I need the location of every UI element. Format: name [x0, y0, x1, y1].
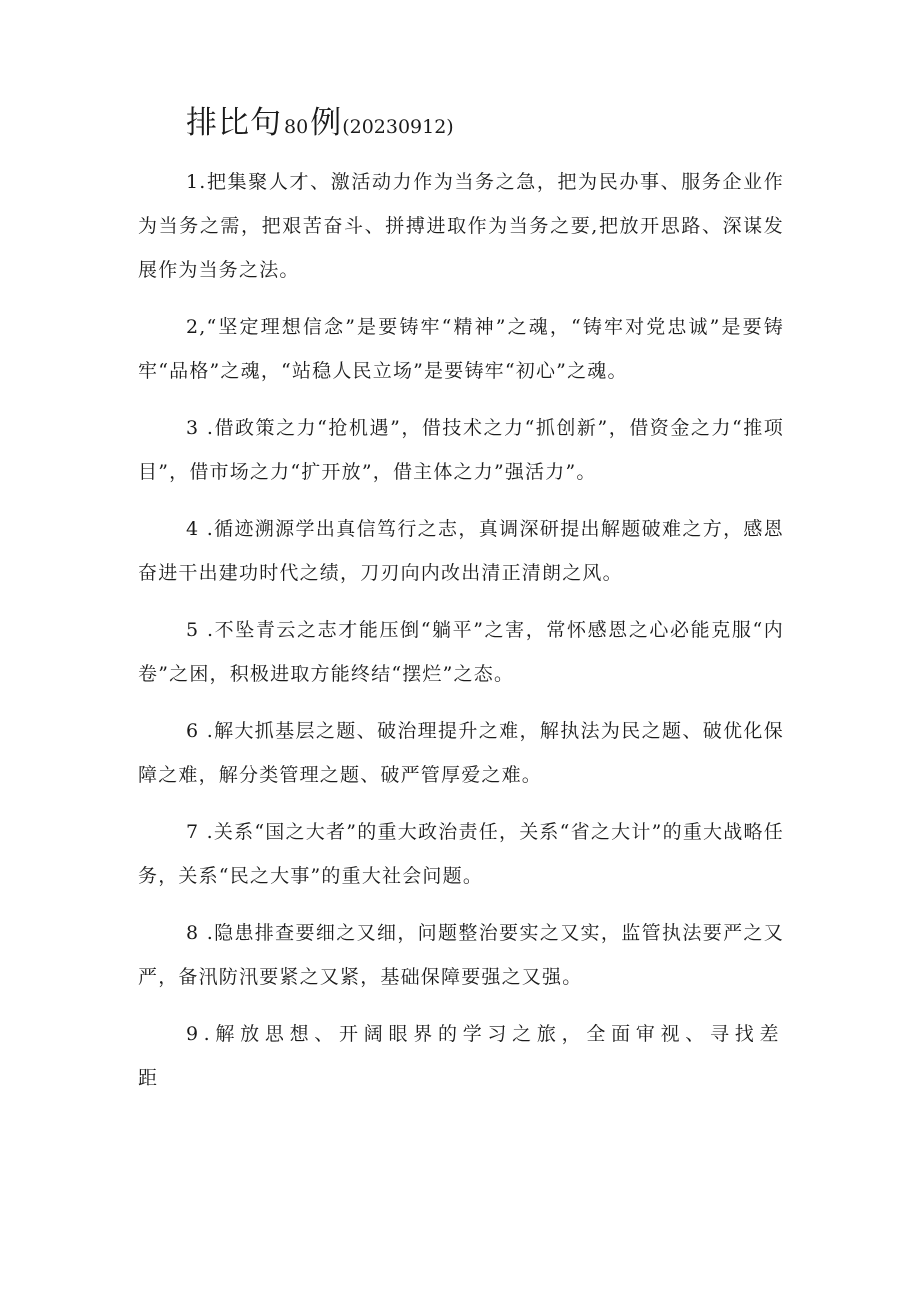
title-number: 80 — [284, 116, 309, 138]
paragraph-number: 9 — [186, 1023, 204, 1045]
paragraph-text: 把集聚人才、激活动力作为当务之急，把为民办事、服务企业作为当务之需，把艰苦奋斗、拼搏进取作为当务之要,把放开思路、深谋发展作为当务之法。 — [138, 171, 784, 281]
paragraph-5 — [138, 608, 784, 696]
document-title — [186, 105, 454, 141]
paragraph-number: 7 — [186, 821, 200, 843]
paragraph-7 — [138, 810, 784, 898]
paragraph-text: .关系“国之大者”的重大政治责任，关系“省之大计”的重大战略任务，关系“民之大事”的重大社会问题。 — [138, 821, 784, 887]
paragraph-text: .解大抓基层之题、破治理提升之难，解执法为民之题、破优化保障之难，解分类管理之题、破严管厚爱之难。 — [138, 720, 784, 786]
paragraph-3 — [138, 406, 784, 494]
paragraph-text: “坚定理想信念”是要铸牢“精神”之魂，“铸牢对党忠诚”是要铸牢“品格”之魂，“站稳人民立场”是要铸牢“初心”之魂。 — [138, 316, 784, 382]
title-main-2: 例 — [310, 105, 343, 141]
paragraph-text: .不坠青云之志才能压倒“躺平”之害，常怀感恩之心必能克服“内卷”之困，积极进取方能终结“摆烂”之态。 — [138, 619, 784, 685]
paragraph-number: 3 — [186, 417, 200, 439]
paragraph-text: .解放思想、开阔眼界的学习之旅，全面审视、寻找差距 — [138, 1023, 784, 1089]
paragraph-number: 4 — [186, 518, 200, 540]
title-main-1: 排比句 — [186, 105, 282, 141]
paragraph-number: 2, — [186, 316, 207, 338]
paragraph-number: 1. — [186, 171, 207, 193]
paragraph-number: 8 — [186, 922, 200, 944]
paragraph-text: .隐患排查要细之又细，问题整治要实之又实，监管执法要严之又严，备汛防汛要紧之又紧，基础保障要强之又强。 — [138, 922, 784, 988]
paragraph-6 — [138, 709, 784, 797]
title-date: (20230912) — [342, 116, 454, 138]
paragraph-8 — [138, 911, 784, 999]
paragraph-number: 6 — [186, 720, 200, 742]
paragraph-4 — [138, 507, 784, 595]
paragraph-text: .借政策之力“抢机遇”，借技术之力“抓创新”，借资金之力“推项目”，借市场之力“扩开放”，借主体之力”强活力”。 — [138, 417, 784, 483]
paragraph-list — [138, 160, 784, 1113]
paragraph-number: 5 — [186, 619, 200, 641]
paragraph-9 — [138, 1012, 784, 1100]
paragraph-2 — [138, 305, 784, 393]
paragraph-text: .循迹溯源学出真信笃行之志，真调深研提出解题破难之方，感恩奋进干出建功时代之绩，刀刃向内改出清正清朗之风。 — [138, 518, 784, 584]
paragraph-1 — [138, 160, 784, 292]
